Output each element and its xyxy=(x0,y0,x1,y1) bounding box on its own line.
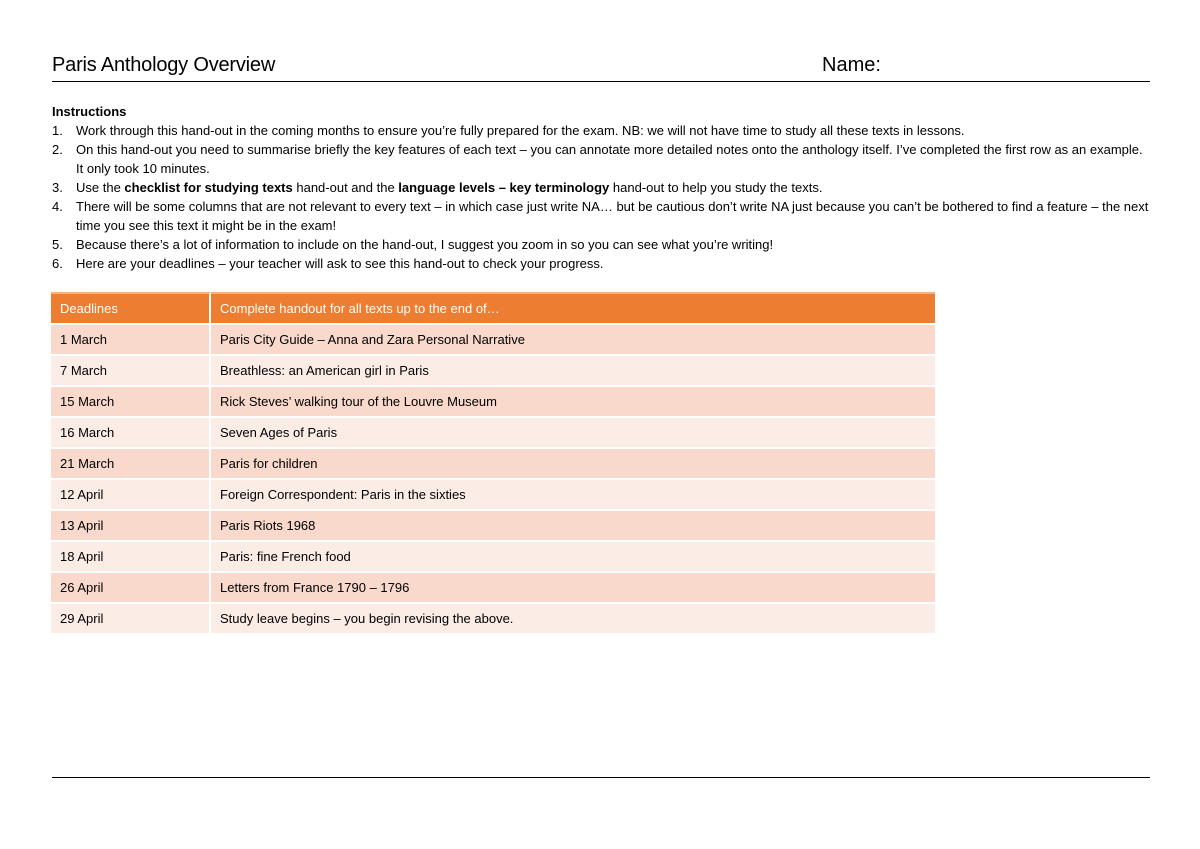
deadline-date: 21 March xyxy=(51,449,211,480)
instruction-text: Because there’s a lot of information to include on the hand-out, I suggest you zoom in so you can see what you’re writing! xyxy=(76,237,774,252)
instruction-number: 6. xyxy=(52,256,63,271)
deadline-date: 13 April xyxy=(51,511,211,542)
table-row xyxy=(51,356,935,387)
instruction-number: 4. xyxy=(52,199,63,214)
instruction-item xyxy=(52,140,1150,178)
deadline-text: Breathless: an American girl in Paris xyxy=(211,356,935,387)
instruction-number: 5. xyxy=(52,237,63,252)
table-row xyxy=(51,325,935,356)
table-row xyxy=(51,418,935,449)
deadline-text: Letters from France 1790 – 1796 xyxy=(211,573,935,604)
terminology-handout-reference: language levels – key terminology xyxy=(398,180,610,195)
deadline-text: Paris City Guide – Anna and Zara Personal Narrative xyxy=(211,325,935,356)
table-row xyxy=(51,511,935,542)
footer-divider xyxy=(52,777,1150,778)
table-row xyxy=(51,480,935,511)
instructions-section xyxy=(52,102,1150,273)
instructions-heading: Instructions xyxy=(52,104,127,119)
table-row xyxy=(51,542,935,573)
deadlines-table xyxy=(51,292,935,635)
column-header-texts: Complete handout for all texts up to the end of… xyxy=(211,292,935,325)
table-header-row xyxy=(51,292,935,325)
deadline-text: Rick Steves’ walking tour of the Louvre Museum xyxy=(211,387,935,418)
instruction-item xyxy=(52,178,1150,197)
deadline-date: 15 March xyxy=(51,387,211,418)
instruction-number: 2. xyxy=(52,142,63,157)
instruction-item xyxy=(52,254,1150,273)
instruction-number: 1. xyxy=(52,123,63,138)
instruction-text-part: hand-out to help you study the texts. xyxy=(609,180,823,195)
table-row xyxy=(51,573,935,604)
page-header xyxy=(52,54,1150,80)
instruction-text: There will be some columns that are not relevant to every text – in which case just write NA… but be cautious don’t write NA just because you can’t be bothered to find a feature – the next time you see this text it might be in the exam! xyxy=(76,199,1149,233)
table-row xyxy=(51,449,935,480)
deadline-date: 26 April xyxy=(51,573,211,604)
deadline-text: Foreign Correspondent: Paris in the sixties xyxy=(211,480,935,511)
deadline-date: 18 April xyxy=(51,542,211,573)
page-title: Paris Anthology Overview xyxy=(52,54,276,76)
instruction-item xyxy=(52,121,1150,140)
deadline-text: Study leave begins – you begin revising the above. xyxy=(211,604,935,635)
header-divider xyxy=(52,81,1150,82)
instruction-number: 3. xyxy=(52,180,63,195)
deadline-text: Paris: fine French food xyxy=(211,542,935,573)
instruction-text: On this hand-out you need to summarise briefly the key features of each text – you can annotate more detailed notes onto the anthology itself. I’ve completed the first row as an example. It only took 10 minutes. xyxy=(76,142,1143,176)
instruction-text: Work through this hand-out in the coming months to ensure you’re fully prepared for the exam. NB: we will not have time to study all these texts in lessons. xyxy=(76,123,965,138)
deadline-date: 29 April xyxy=(51,604,211,635)
instruction-text-part: hand-out and the xyxy=(292,180,399,195)
deadline-text: Paris for children xyxy=(211,449,935,480)
instruction-text: Here are your deadlines – your teacher will ask to see this hand-out to check your progress. xyxy=(76,256,604,271)
deadline-date: 12 April xyxy=(51,480,211,511)
deadline-date: 16 March xyxy=(51,418,211,449)
instruction-item xyxy=(52,235,1150,254)
table-row xyxy=(51,387,935,418)
table-row xyxy=(51,604,935,635)
deadline-date: 1 March xyxy=(51,325,211,356)
deadline-date: 7 March xyxy=(51,356,211,387)
deadline-text: Seven Ages of Paris xyxy=(211,418,935,449)
deadline-text: Paris Riots 1968 xyxy=(211,511,935,542)
column-header-deadlines: Deadlines xyxy=(51,292,211,325)
instructions-list xyxy=(52,121,1150,273)
checklist-handout-reference: checklist for studying texts xyxy=(124,180,293,195)
instruction-text-part: Use the xyxy=(76,180,125,195)
name-label: Name: xyxy=(822,54,881,76)
instruction-item xyxy=(52,197,1150,235)
